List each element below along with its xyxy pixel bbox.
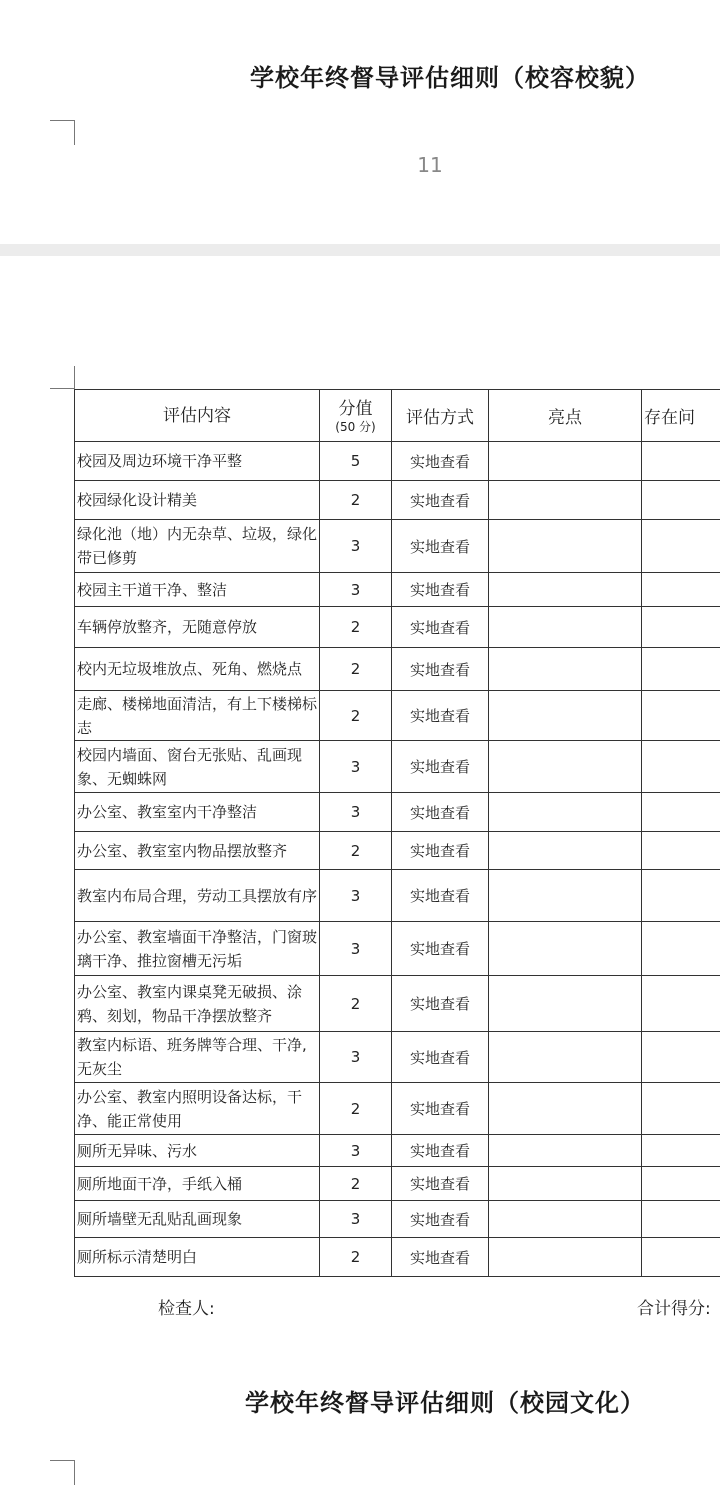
row-method: 实地查看 bbox=[392, 1135, 489, 1167]
row-method: 实地查看 bbox=[392, 741, 489, 793]
margin-corner-mark bbox=[50, 366, 75, 388]
header-score bbox=[320, 390, 392, 442]
page-separator bbox=[0, 244, 720, 256]
table-row bbox=[75, 1083, 720, 1135]
row-highlights bbox=[489, 793, 642, 832]
row-issues bbox=[642, 741, 720, 793]
row-highlights bbox=[489, 1135, 642, 1167]
row-score: 3 bbox=[320, 793, 392, 832]
row-issues bbox=[642, 1167, 720, 1201]
row-issues bbox=[642, 1201, 720, 1238]
row-content: 走廊、楼梯地面清洁，有上下楼梯标志 bbox=[75, 691, 320, 741]
total-score-label: 合计得分: bbox=[637, 1299, 711, 1319]
row-method: 实地查看 bbox=[392, 870, 489, 922]
document-page-1 bbox=[0, 0, 720, 244]
row-score: 3 bbox=[320, 1201, 392, 1238]
row-score: 3 bbox=[320, 1032, 392, 1083]
row-score: 2 bbox=[320, 607, 392, 648]
row-score: 2 bbox=[320, 1167, 392, 1201]
row-issues bbox=[642, 573, 720, 607]
table-row bbox=[75, 1238, 720, 1277]
row-score: 3 bbox=[320, 741, 392, 793]
row-content: 车辆停放整齐，无随意停放 bbox=[75, 607, 320, 648]
row-issues bbox=[642, 922, 720, 976]
row-score: 3 bbox=[320, 870, 392, 922]
table-row bbox=[75, 1167, 720, 1201]
row-issues bbox=[642, 481, 720, 520]
row-issues bbox=[642, 1032, 720, 1083]
row-score: 3 bbox=[320, 573, 392, 607]
row-score: 2 bbox=[320, 976, 392, 1032]
row-issues bbox=[642, 691, 720, 741]
row-issues bbox=[642, 442, 720, 481]
row-score: 3 bbox=[320, 1135, 392, 1167]
row-highlights bbox=[489, 520, 642, 573]
row-highlights bbox=[489, 741, 642, 793]
row-content: 校内无垃圾堆放点、死角、燃烧点 bbox=[75, 648, 320, 691]
row-content: 厕所标示清楚明白 bbox=[75, 1238, 320, 1277]
page-number: 11 bbox=[417, 153, 443, 177]
row-issues bbox=[642, 648, 720, 691]
row-highlights bbox=[489, 870, 642, 922]
page-title: 学校年终督导评估细则（校园文化） bbox=[245, 1389, 645, 1417]
row-score: 2 bbox=[320, 832, 392, 870]
row-content: 绿化池（地）内无杂草、垃圾，绿化带已修剪 bbox=[75, 520, 320, 573]
table-row bbox=[75, 520, 720, 573]
row-score: 2 bbox=[320, 648, 392, 691]
row-method: 实地查看 bbox=[392, 520, 489, 573]
row-method: 实地查看 bbox=[392, 1238, 489, 1277]
row-highlights bbox=[489, 832, 642, 870]
row-content: 校园及周边环境干净平整 bbox=[75, 442, 320, 481]
margin-corner-mark bbox=[50, 1460, 75, 1485]
row-highlights bbox=[489, 1032, 642, 1083]
row-content: 教室内标语、班务牌等合理、干净,无灰尘 bbox=[75, 1032, 320, 1083]
row-score: 2 bbox=[320, 1083, 392, 1135]
row-content: 厕所墙壁无乱贴乱画现象 bbox=[75, 1201, 320, 1238]
row-method: 实地查看 bbox=[392, 1167, 489, 1201]
row-highlights bbox=[489, 573, 642, 607]
row-issues bbox=[642, 1238, 720, 1277]
row-method: 实地查看 bbox=[392, 573, 489, 607]
row-content: 办公室、教室内照明设备达标，干净、能正常使用 bbox=[75, 1083, 320, 1135]
row-content: 办公室、教室室内干净整洁 bbox=[75, 793, 320, 832]
row-method: 实地查看 bbox=[392, 607, 489, 648]
row-highlights bbox=[489, 691, 642, 741]
row-content: 校园内墙面、窗台无张贴、乱画现象、无蜘蛛网 bbox=[75, 741, 320, 793]
evaluation-table bbox=[74, 389, 720, 1277]
row-method: 实地查看 bbox=[392, 793, 489, 832]
row-method: 实地查看 bbox=[392, 442, 489, 481]
row-method: 实地查看 bbox=[392, 922, 489, 976]
inspector-label: 检查人: bbox=[158, 1299, 215, 1319]
row-issues bbox=[642, 520, 720, 573]
row-issues bbox=[642, 793, 720, 832]
row-highlights bbox=[489, 976, 642, 1032]
row-issues bbox=[642, 1135, 720, 1167]
row-method: 实地查看 bbox=[392, 648, 489, 691]
table-row bbox=[75, 793, 720, 832]
table-row bbox=[75, 976, 720, 1032]
table-row bbox=[75, 442, 720, 481]
table-row bbox=[75, 1032, 720, 1083]
row-score: 2 bbox=[320, 481, 392, 520]
table-row bbox=[75, 832, 720, 870]
row-highlights bbox=[489, 607, 642, 648]
header-score-label: 分值 bbox=[338, 398, 373, 419]
row-score: 2 bbox=[320, 1238, 392, 1277]
row-issues bbox=[642, 1083, 720, 1135]
row-highlights bbox=[489, 1167, 642, 1201]
row-issues bbox=[642, 976, 720, 1032]
row-issues bbox=[642, 832, 720, 870]
header-highlights: 亮点 bbox=[489, 390, 642, 442]
row-content: 厕所无异味、污水 bbox=[75, 1135, 320, 1167]
header-score-note: (50 分) bbox=[335, 419, 376, 434]
row-highlights bbox=[489, 1201, 642, 1238]
row-method: 实地查看 bbox=[392, 1032, 489, 1083]
row-method: 实地查看 bbox=[392, 832, 489, 870]
table-row bbox=[75, 481, 720, 520]
row-content: 办公室、教室墙面干净整洁，门窗玻璃干净、推拉窗槽无污垢 bbox=[75, 922, 320, 976]
row-content: 办公室、教室室内物品摆放整齐 bbox=[75, 832, 320, 870]
margin-corner-mark bbox=[50, 120, 75, 145]
row-highlights bbox=[489, 481, 642, 520]
row-highlights bbox=[489, 1238, 642, 1277]
row-content: 办公室、教室内课桌凳无破损、涂鸦、刻划，物品干净摆放整齐 bbox=[75, 976, 320, 1032]
table-row bbox=[75, 607, 720, 648]
row-content: 校园绿化设计精美 bbox=[75, 481, 320, 520]
row-method: 实地查看 bbox=[392, 976, 489, 1032]
row-score: 2 bbox=[320, 691, 392, 741]
row-score: 5 bbox=[320, 442, 392, 481]
row-content: 校园主干道干净、整洁 bbox=[75, 573, 320, 607]
table-header-row bbox=[75, 390, 720, 442]
table-row bbox=[75, 1135, 720, 1167]
row-highlights bbox=[489, 1083, 642, 1135]
header-content: 评估内容 bbox=[75, 390, 320, 442]
row-content: 厕所地面干净，手纸入桶 bbox=[75, 1167, 320, 1201]
row-method: 实地查看 bbox=[392, 481, 489, 520]
row-score: 3 bbox=[320, 520, 392, 573]
table-row bbox=[75, 573, 720, 607]
margin-corner-mark bbox=[50, 388, 75, 389]
table-row bbox=[75, 691, 720, 741]
row-highlights bbox=[489, 648, 642, 691]
row-highlights bbox=[489, 442, 642, 481]
row-issues bbox=[642, 870, 720, 922]
row-method: 实地查看 bbox=[392, 1201, 489, 1238]
table-row bbox=[75, 648, 720, 691]
row-method: 实地查看 bbox=[392, 691, 489, 741]
row-highlights bbox=[489, 922, 642, 976]
row-issues bbox=[642, 607, 720, 648]
row-method: 实地查看 bbox=[392, 1083, 489, 1135]
header-method: 评估方式 bbox=[392, 390, 489, 442]
table-row bbox=[75, 1201, 720, 1238]
row-score: 3 bbox=[320, 922, 392, 976]
table-row bbox=[75, 922, 720, 976]
table-row bbox=[75, 870, 720, 922]
row-content: 教室内布局合理，劳动工具摆放有序 bbox=[75, 870, 320, 922]
table-row bbox=[75, 741, 720, 793]
page-title: 学校年终督导评估细则（校容校貌） bbox=[250, 64, 650, 92]
header-issues: 存在问 bbox=[642, 390, 720, 442]
